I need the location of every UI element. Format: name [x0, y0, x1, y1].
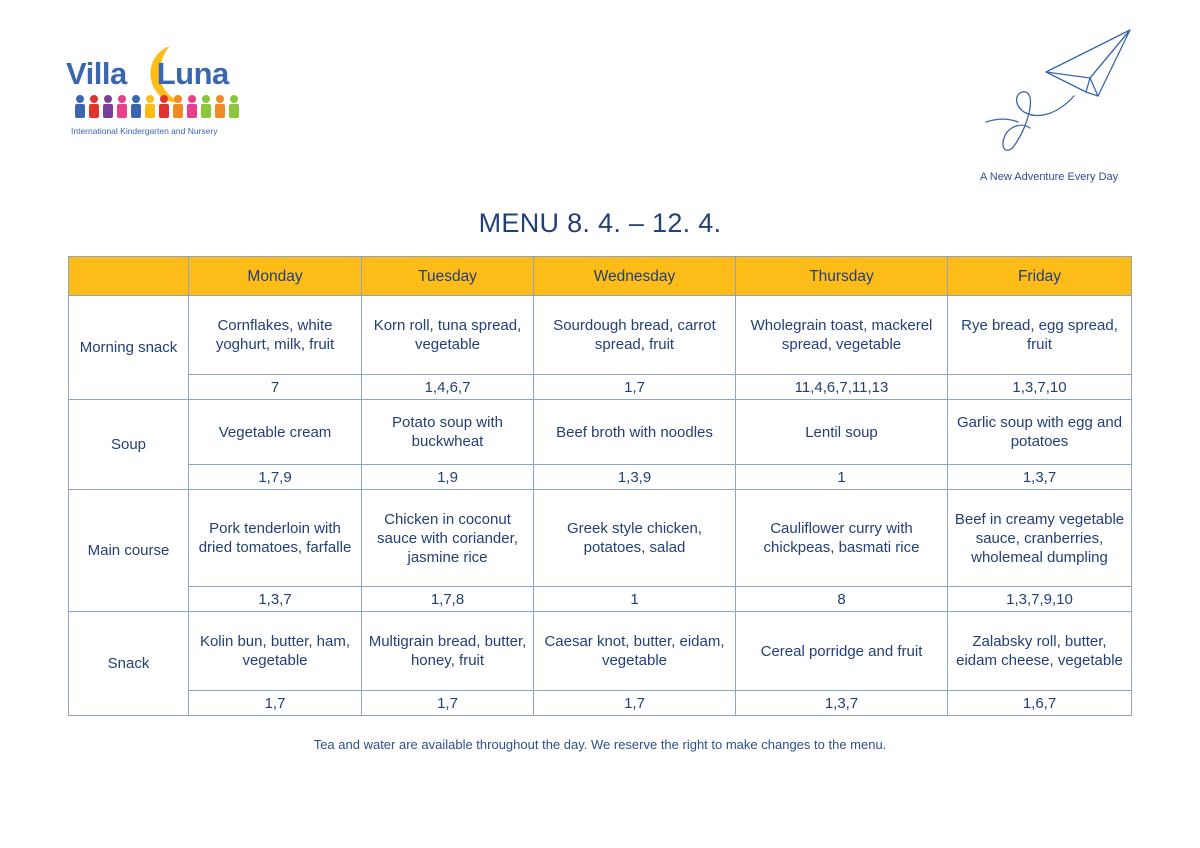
dish-cell: Beef broth with noodles — [534, 400, 736, 465]
allergen-cell: 7 — [189, 375, 362, 400]
dish-cell: Sourdough bread, carrot spread, fruit — [534, 296, 736, 375]
table-row — [69, 296, 1132, 375]
allergen-cell: 1,7 — [362, 691, 534, 716]
dish-cell: Garlic soup with egg and potatoes — [948, 400, 1132, 465]
dish-cell: Kolin bun, butter, ham, vegetable — [189, 612, 362, 691]
dish-cell: Cornflakes, white yoghurt, milk, fruit — [189, 296, 362, 375]
dish-cell: Multigrain bread, butter, honey, fruit — [362, 612, 534, 691]
allergen-cell: 8 — [736, 587, 948, 612]
logo-subtitle: International Kindergarten and Nursery — [71, 126, 218, 136]
dish-cell: Chicken in coconut sauce with coriander, jasmine rice — [362, 490, 534, 587]
dish-cell: Cereal porridge and fruit — [736, 612, 948, 691]
allergen-cell: 1,7,9 — [189, 465, 362, 490]
tagline: A New Adventure Every Day — [980, 171, 1119, 183]
dish-cell: Korn roll, tuna spread, vegetable — [362, 296, 534, 375]
dish-cell: Caesar knot, butter, eidam, vegetable — [534, 612, 736, 691]
day-header-monday: Monday — [189, 257, 362, 296]
dish-cell: Pork tenderloin with dried tomatoes, farfalle — [189, 490, 362, 587]
header-corner-cell — [69, 257, 189, 296]
menu-title: MENU 8. 4. – 12. 4. — [478, 208, 722, 238]
dish-cell: Zalabsky roll, butter, eidam cheese, vegetable — [948, 612, 1132, 691]
category-soup: Soup — [69, 400, 189, 490]
allergen-cell: 1,9 — [362, 465, 534, 490]
allergen-cell: 1,3,9 — [534, 465, 736, 490]
villa-luna-logo — [66, 42, 246, 142]
day-header-wednesday: Wednesday — [534, 257, 736, 296]
logo-word-villa: Villa — [66, 56, 127, 91]
table-header-row — [69, 257, 1132, 296]
logo-wordmark — [66, 56, 229, 92]
allergen-cell: 1,3,7 — [736, 691, 948, 716]
dish-cell: Lentil soup — [736, 400, 948, 465]
allergen-cell: 1,6,7 — [948, 691, 1132, 716]
footer-note: Tea and water are available throughout the day. We reserve the right to make changes to the menu. — [313, 737, 887, 752]
dish-cell: Vegetable cream — [189, 400, 362, 465]
table-row — [69, 490, 1132, 587]
allergen-row — [69, 375, 1132, 400]
allergen-cell: 1,3,7 — [189, 587, 362, 612]
dish-cell: Cauliflower curry with chickpeas, basmati rice — [736, 490, 948, 587]
allergen-cell: 11,4,6,7,11,13 — [736, 375, 948, 400]
allergen-cell: 1,7 — [534, 375, 736, 400]
allergen-cell: 1,3,7,10 — [948, 375, 1132, 400]
children-figures-icon — [72, 94, 240, 120]
allergen-cell: 1,7 — [534, 691, 736, 716]
allergen-cell: 1,7,8 — [362, 587, 534, 612]
category-snack: Snack — [69, 612, 189, 716]
allergen-cell: 1,3,7,9,10 — [948, 587, 1132, 612]
table-row — [69, 400, 1132, 465]
day-header-friday: Friday — [948, 257, 1132, 296]
day-header-thursday: Thursday — [736, 257, 948, 296]
dish-cell: Greek style chicken, potatoes, salad — [534, 490, 736, 587]
category-morning-snack: Morning snack — [69, 296, 189, 400]
dish-cell: Wholegrain toast, mackerel spread, vegetable — [736, 296, 948, 375]
dish-cell: Beef in creamy vegetable sauce, cranberries, wholemeal dumpling — [948, 490, 1132, 587]
allergen-cell: 1,3,7 — [948, 465, 1132, 490]
allergen-row — [69, 587, 1132, 612]
paper-plane-icon — [978, 26, 1138, 160]
table-row — [69, 612, 1132, 691]
weekly-menu-table — [68, 256, 1132, 716]
logo-word-luna: Luna — [156, 56, 229, 91]
day-header-tuesday: Tuesday — [362, 257, 534, 296]
allergen-cell: 1,7 — [189, 691, 362, 716]
allergen-cell: 1 — [534, 587, 736, 612]
allergen-row — [69, 465, 1132, 490]
allergen-cell: 1 — [736, 465, 948, 490]
category-main-course: Main course — [69, 490, 189, 612]
allergen-cell: 1,4,6,7 — [362, 375, 534, 400]
dish-cell: Potato soup with buckwheat — [362, 400, 534, 465]
dish-cell: Rye bread, egg spread, fruit — [948, 296, 1132, 375]
allergen-row — [69, 691, 1132, 716]
